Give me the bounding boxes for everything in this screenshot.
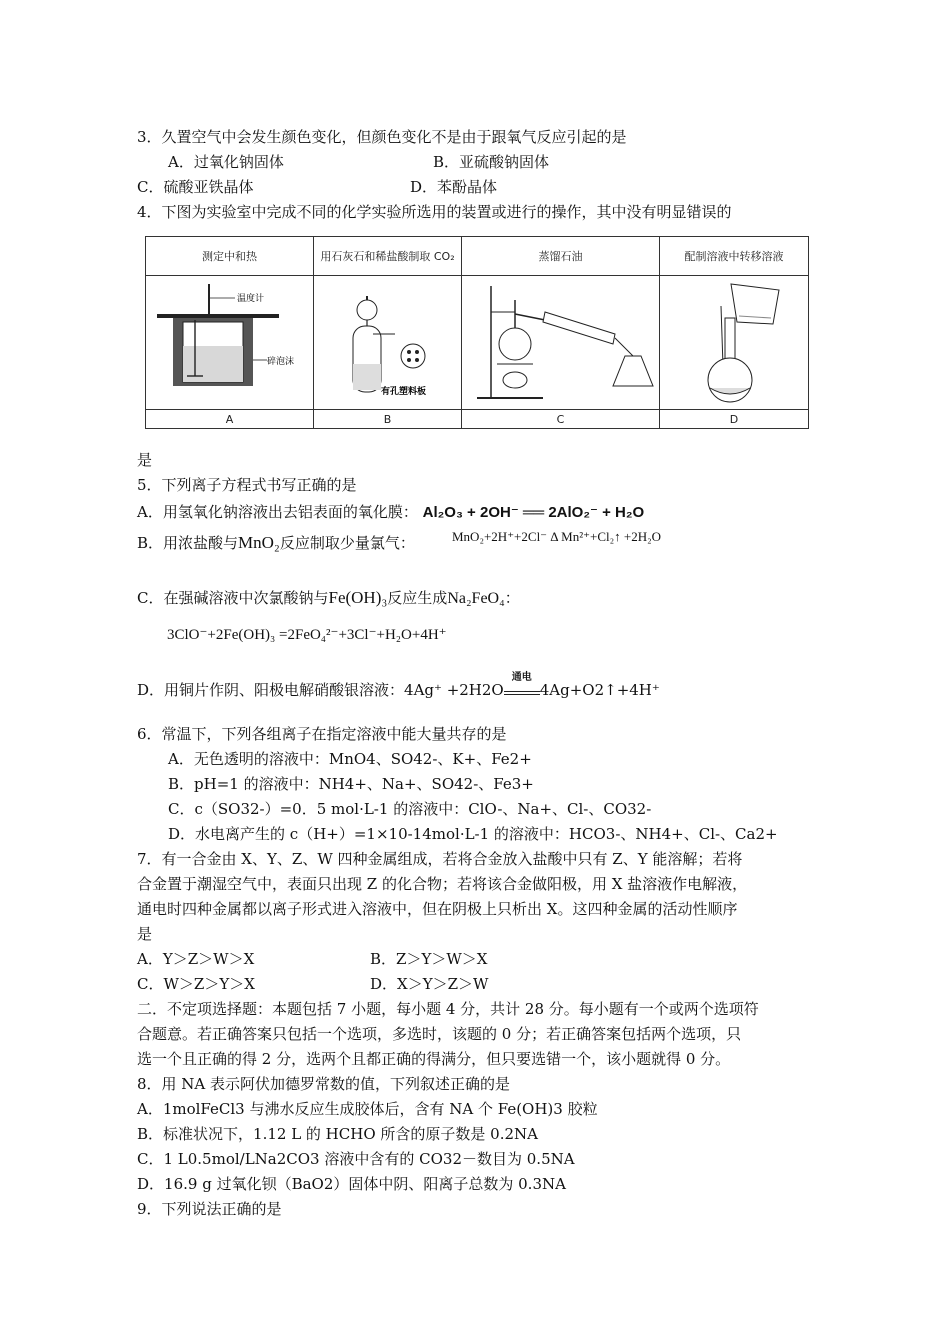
apparatus-a bbox=[146, 276, 314, 410]
q3-stem: 3．久置空气中会发生颜色变化，但颜色变化不是由于跟氧气反应引起的是 bbox=[137, 128, 627, 146]
q7-option-c: C．W＞Z＞Y＞X bbox=[137, 975, 255, 993]
q5-option-d bbox=[137, 672, 660, 700]
label-a: A bbox=[146, 410, 314, 429]
q6-option-b: B．pH=1 的溶液中：NH4+、Na+、SO42-、Fe3+ bbox=[168, 775, 534, 793]
q5-option-c bbox=[137, 588, 520, 609]
label-d: D bbox=[660, 410, 809, 429]
q8-option-b: B．标准状况下，1.12 L 的 HCHO 所含的原子数是 0.2NA bbox=[137, 1125, 538, 1143]
q5-c-equation: 3ClO⁻+2Fe(OH)₃ =2FeO₄²⁻+3Cl⁻+H₂O+4H⁺ bbox=[167, 627, 447, 643]
q5-b-mno2: MnO₂ bbox=[238, 533, 280, 552]
apparatus-c bbox=[462, 276, 660, 410]
label-c: C bbox=[462, 410, 660, 429]
apparatus-d bbox=[660, 276, 809, 410]
q8-option-a: A．1molFeCl3 与沸水反应生成胶体后，含有 NA 个 Fe(OH)3 胶粒 bbox=[137, 1100, 598, 1118]
q5-c-text-1: C．在强碱溶液中次氯酸钠与 bbox=[137, 589, 329, 607]
q6-option-c: C．c（SO32-）=0．5 mol·L-1 的溶液中：ClO-、Na+、Cl-、CO32- bbox=[168, 800, 652, 818]
q3-option-a: A．过氧化钠固体 bbox=[168, 153, 284, 171]
thermometer-label: 温度计 bbox=[236, 294, 264, 304]
distillation-diagram bbox=[463, 276, 659, 406]
q5-c-text-3: ： bbox=[504, 589, 520, 607]
q7-option-a: A．Y＞Z＞W＞X bbox=[137, 950, 255, 968]
foam-label: 碎泡沫 bbox=[266, 357, 294, 367]
q6-stem: 6．常温下，下列各组离子在指定溶液中能大量共存的是 bbox=[137, 725, 507, 743]
q5-d-text: D．用铜片作阴、阳极电解硝酸银溶液：4Ag⁺ +2H2O bbox=[137, 681, 504, 699]
section2-line-1: 二．不定项选择题：本题包括 7 小题，每小题 4 分，共计 28 分。每小题有一个或两个选项符 bbox=[137, 1000, 759, 1018]
q7-option-b: B．Z＞Y＞W＞X bbox=[370, 950, 488, 968]
q9-stem: 9．下列说法正确的是 bbox=[137, 1200, 282, 1218]
q4-stem: 4．下图为实验室中完成不同的化学实验所选用的装置或进行的操作，其中没有明显错误的 bbox=[137, 203, 732, 221]
q5-option-b bbox=[137, 533, 415, 553]
q7-line-4: 是 bbox=[137, 925, 153, 943]
gas-generator-diagram bbox=[315, 276, 461, 406]
apparatus-b bbox=[314, 276, 462, 410]
q6-option-a: A．无色透明的溶液中：MnO4、SO42-、K+、Fe2+ bbox=[168, 750, 532, 768]
section2-line-3: 选一个且正确的得 2 分，选两个且都正确的得满分，但只要选错一个，该小题就得 0 分。 bbox=[137, 1050, 731, 1068]
q8-option-c: C．1 L0.5mol/LNa2CO3 溶液中含有的 CO32－数目为 0.5NA bbox=[137, 1150, 575, 1168]
q7-option-d: D．X＞Y＞Z＞W bbox=[370, 975, 489, 993]
label-b: B bbox=[314, 410, 462, 429]
q7-line-1: 7．有一合金由 X、Y、Z、W 四种金属组成，若将合金放入盐酸中只有 Z、Y 能溶解；若将 bbox=[137, 850, 743, 868]
q3-option-d: D．苯酚晶体 bbox=[410, 178, 498, 196]
q7-line-2: 合金置于潮湿空气中，表面只出现 Z 的化合物；若将该合金做阳极，用 X 盐溶液作电解液， bbox=[137, 875, 748, 893]
q5-stem: 5．下列离子方程式书写正确的是 bbox=[137, 476, 357, 494]
header-c: 蒸馏石油 bbox=[462, 237, 660, 276]
q5-a-equation: Al₂O₃ + 2OH⁻ ══ 2AlO₂⁻ + H₂O bbox=[422, 504, 645, 521]
q8-stem: 8．用 NA 表示阿伏加德罗常数的值，下列叙述正确的是 bbox=[137, 1075, 511, 1093]
apparatus-table bbox=[145, 236, 809, 429]
header-d: 配制溶液中转移溶液 bbox=[660, 237, 809, 276]
q4-stem-tail: 是 bbox=[137, 451, 153, 469]
plate-label: 有孔塑料板 bbox=[380, 387, 426, 397]
q6-option-d: D．水电离产生的 c（H+）=1×10-14mol·L-1 的溶液中：HCO3-、NH4+、Cl-、Ca2+ bbox=[168, 825, 778, 843]
q3-option-b: B．亚硫酸钠固体 bbox=[433, 153, 550, 171]
header-b: 用石灰石和稀盐酸制取 CO₂ bbox=[314, 237, 462, 276]
q5-d-condition: 通电 bbox=[511, 672, 532, 683]
q7-line-3: 通电时四种金属都以离子形式进入溶液中，但在阴极上只析出 X。这四种金属的活动性顺序 bbox=[137, 900, 738, 918]
header-a: 测定中和热 bbox=[146, 237, 314, 276]
q5-option-a bbox=[137, 502, 644, 523]
q3-option-c: C．硫酸亚铁晶体 bbox=[137, 178, 254, 196]
q5-b-equation: MnO₂+2H⁺+2Cl⁻ Δ Mn²⁺+Cl₂↑ +2H₂O bbox=[452, 529, 662, 544]
section2-line-2: 合题意。若正确答案只包括一个选项，多选时，该题的 0 分；若正确答案包括两个选项，只 bbox=[137, 1025, 742, 1043]
q5-c-na2feo4: Na₂FeO₄ bbox=[447, 590, 505, 607]
q5-c-feoh3: Fe(OH)₃ bbox=[328, 588, 388, 607]
q5-a-text: A．用氢氧化钠溶液出去铝表面的氧化膜： bbox=[137, 503, 418, 521]
q8-option-d: D．16.9 g 过氧化钡（BaO2）固体中阴、阳离子总数为 0.3NA bbox=[137, 1175, 566, 1193]
q5-b-text-1: B．用浓盐酸与 bbox=[137, 534, 239, 552]
q5-d-text-2: 4Ag+O2↑+4H⁺ bbox=[539, 681, 660, 699]
calorimeter-diagram bbox=[147, 276, 313, 406]
q5-c-text-2: 反应生成 bbox=[387, 589, 448, 607]
volumetric-flask-diagram bbox=[661, 276, 808, 406]
q5-b-text-2: 反应制取少量氯气： bbox=[279, 534, 415, 552]
